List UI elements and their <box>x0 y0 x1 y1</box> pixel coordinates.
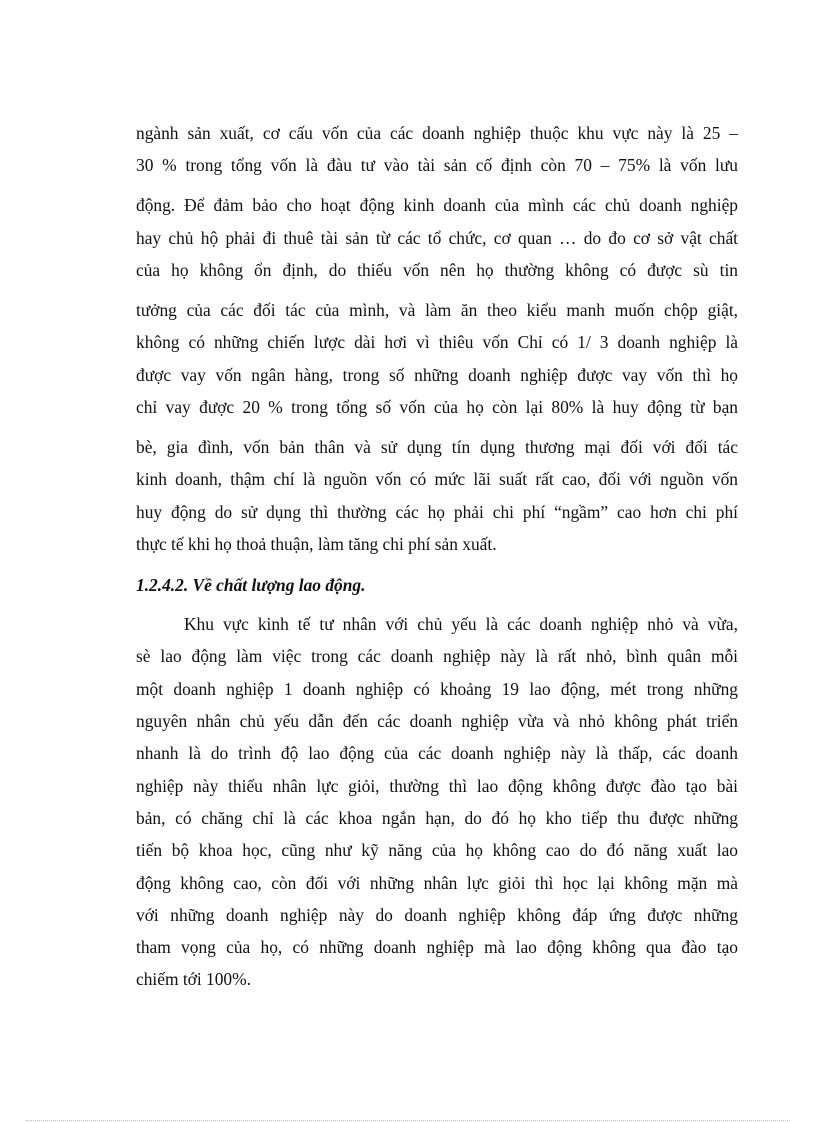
paragraph-line: kinh doanh, thậm chí là nguồn vốn có mức lãi suất rất cao, đối với nguồn vốn <box>136 469 738 489</box>
paragraph-line: với những doanh nghiệp này do doanh nghiệp không đáp ứng được những <box>136 905 738 925</box>
paragraph-line: nghiệp này thiếu nhân lực giỏi, thường thì lao động không được đào tạo bài <box>136 776 738 796</box>
paragraph-line: được vay vốn ngân hàng, trong số những doanh nghiệp được vay vốn thì họ <box>136 365 738 385</box>
paragraph-line: tiến bộ khoa học, cũng như kỹ năng của họ không cao do đó năng xuất lao <box>136 840 738 860</box>
paragraph-line: tưởng của các đối tác của mình, và làm ăn theo kiểu manh muốn chộp giật, <box>136 300 738 320</box>
paragraph-line: thực tế khi họ thoả thuận, làm tăng chi phí sản xuất. <box>136 534 497 554</box>
paragraph-line: ngành sản xuất, cơ cấu vốn của các doanh nghiệp thuộc khu vực này là 25 – <box>136 123 738 143</box>
paragraph-line: nguyên nhân chủ yếu dẫn đến các doanh nghiệp vừa và nhỏ không phát triển <box>136 711 738 731</box>
paragraph-line: động. Để đảm bảo cho hoạt động kinh doanh của mình các chủ doanh nghiệp <box>136 195 738 215</box>
paragraph-line: động không cao, còn đối với những nhân lực giỏi thì học lại không mặn mà <box>136 873 738 893</box>
paragraph-line: sè lao động làm việc trong các doanh nghiệp này là rất nhỏ, bình quân mỗi <box>136 646 738 666</box>
paragraph-line: 30 % trong tổng vốn là đàu tư vào tài sản cố định còn 70 – 75% là vốn lưu <box>136 155 738 175</box>
paragraph-line: chỉ vay được 20 % trong tổng số vốn của họ còn lại 80% là huy động từ bạn <box>136 397 738 417</box>
footer-divider <box>26 1120 790 1121</box>
paragraph-line: Khu vực kinh tế tư nhân với chủ yếu là các doanh nghiệp nhỏ và vừa, <box>184 614 738 634</box>
paragraph-line: chiếm tới 100%. <box>136 969 251 989</box>
paragraph-line: không có những chiến lược dài hơi vì thiêu vốn Chỉ có 1/ 3 doanh nghiệp là <box>136 332 738 352</box>
paragraph-line: hay chủ hộ phải đi thuê tài sản từ các tổ chức, cơ quan … do đo cơ sở vật chất <box>136 228 738 248</box>
paragraph-line: bè, gia đình, vốn bản thân và sử dụng tín dụng thương mại đối với đối tác <box>136 437 738 457</box>
paragraph-line: huy động do sử dụng thì thường các họ phải chi phí “ngầm” cao hơn chi phí <box>136 502 738 522</box>
paragraph-line: của họ không ổn định, do thiếu vốn nên họ thường không có được sù tin <box>136 260 738 280</box>
paragraph-line: tham vọng của họ, có những doanh nghiệp mà lao động không qua đào tạo <box>136 937 738 957</box>
paragraph-line: nhanh là do trình độ lao động của các doanh nghiệp này là thấp, các doanh <box>136 743 738 763</box>
section-heading: 1.2.4.2. Về chất lượng lao động. <box>136 575 366 595</box>
paragraph-line: một doanh nghiệp 1 doanh nghiệp có khoảng 19 lao động, mét trong những <box>136 679 738 699</box>
paragraph-line: bản, có chăng chỉ là các khoa ngắn hạn, do đó họ kho tiếp thu được những <box>136 808 738 828</box>
